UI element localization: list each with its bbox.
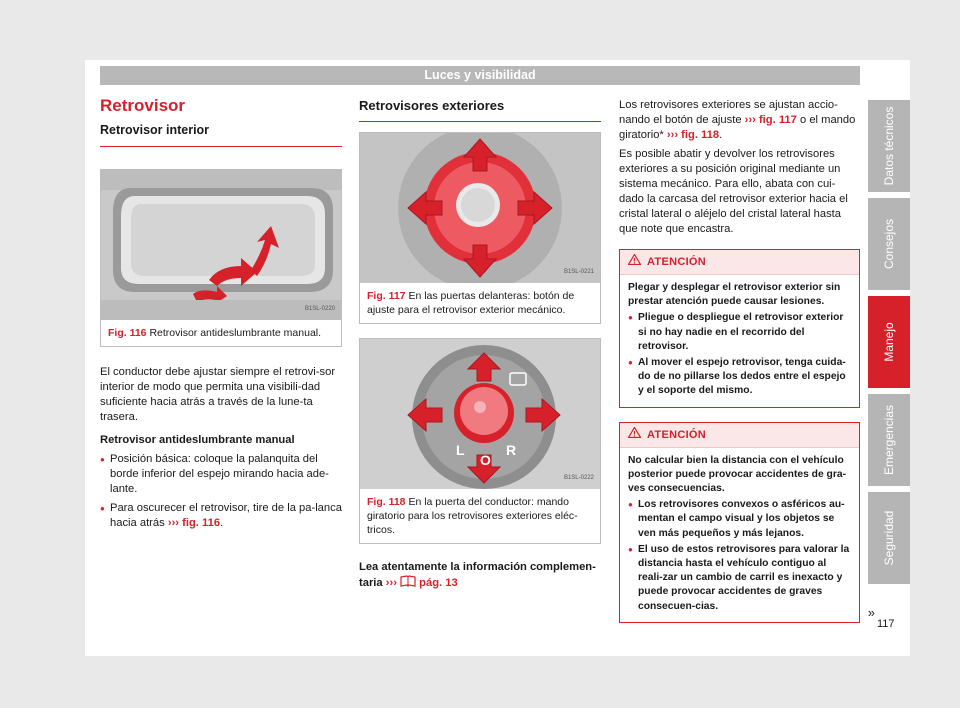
figure-116-image <box>101 170 341 320</box>
tab-label: Datos técnicos <box>882 106 896 186</box>
cross-ref-link[interactable]: fig. 116 <box>182 517 221 529</box>
bullet-item <box>100 501 342 531</box>
warning-bullet: ● Pliegue o despliegue el retrovisor exterior si no hay nadie en el recorrido del retrovisor. <box>628 311 851 354</box>
tab-emergencias[interactable] <box>868 394 910 486</box>
figure-118-image <box>360 339 600 489</box>
subsection-title: Retrovisores exteriores <box>359 98 601 122</box>
tab-consejos[interactable] <box>868 198 910 290</box>
chapter-header: Luces y visibilidad <box>100 66 860 85</box>
cross-ref-arrows: ››› <box>385 577 397 589</box>
dial-label-center: O <box>480 452 491 468</box>
note-text: Lea atentamente la información complemen-taria <box>359 561 596 589</box>
warning-box <box>619 422 875 623</box>
figure-118 <box>359 338 601 544</box>
warning-triangle-icon <box>628 427 641 443</box>
continue-marker: » <box>867 604 875 620</box>
page-number: 117 <box>877 618 895 630</box>
warning-bullet: ● Los retrovisores convexos o asféricos au-mentan el campo visual y los objetos se ven más pequeños y más lejanos. <box>628 498 851 541</box>
figure-caption-text: En la puerta del conductor: mando giratorio para los retrovisores exteriores eléc-tricos. <box>367 496 578 536</box>
tab-datos-tecnicos[interactable] <box>868 100 910 192</box>
figure-code: B1SL-0221 <box>563 269 594 275</box>
figure-caption <box>360 489 600 543</box>
subheading: Retrovisor antideslumbrante manual <box>100 434 295 446</box>
figure-code: B1SL-0222 <box>563 475 594 481</box>
column-left <box>100 98 342 531</box>
bullet-text-end: . <box>220 517 224 529</box>
warning-bullet: ● El uso de estos retrovisores para valorar la distancia hasta el vehículo contiguo al reali-zar un cambio de carril es inexacto y puede provocar accidentes de graves consecuen-cias. <box>628 543 851 614</box>
tab-manejo[interactable] <box>868 296 910 388</box>
tab-label: Consejos <box>882 218 896 270</box>
warning-box <box>619 249 860 408</box>
warning-intro: No calcular bien la distancia con el vehículo posterior puede provocar accidentes de gra-ves consecuencias. <box>628 454 847 495</box>
paragraph-text-end: . <box>719 129 723 141</box>
tab-label: Manejo <box>882 322 896 362</box>
subsection-title: Retrovisor interior <box>100 123 342 147</box>
tab-label: Seguridad <box>882 510 896 566</box>
warning-body <box>620 448 859 622</box>
mirror-rotary-knob-illustration <box>360 339 600 489</box>
figure-code: B1SL-0220 <box>304 306 335 312</box>
cross-ref-link[interactable]: ››› fig. 117 <box>744 114 797 126</box>
note-paragraph <box>359 560 601 591</box>
figure-caption <box>101 320 341 346</box>
dial-label-left: L <box>456 442 465 458</box>
figure-117 <box>359 132 601 324</box>
warning-triangle-icon <box>628 254 641 270</box>
tab-label: Emergencias <box>882 404 896 476</box>
book-icon <box>400 575 416 587</box>
rearview-mirror-illustration <box>101 170 341 320</box>
figure-116 <box>100 169 342 347</box>
tab-seguridad[interactable] <box>868 492 910 584</box>
mirror-adjust-button-illustration <box>360 133 600 283</box>
cross-ref-link[interactable]: ››› fig. 118 <box>666 129 720 141</box>
note-page-link[interactable]: pág. 13 <box>416 577 458 589</box>
bullet-text: Para oscurecer el retrovisor, tire de la pa-lanca hacia atrás <box>110 502 342 529</box>
paragraph-text: o el mando giratorio* <box>619 114 856 141</box>
paragraph-text: Los retrovisores exteriores se ajustan accio-nando el botón de ajuste <box>619 99 838 126</box>
warning-header <box>620 423 859 448</box>
figure-caption-text: En las puertas delanteras: botón de ajuste para el retrovisor exterior mecánico. <box>367 290 575 316</box>
figure-caption-text: Retrovisor antideslumbrante manual. <box>149 327 322 339</box>
column-right <box>619 98 875 623</box>
warning-bullet: ● Al mover el espejo retrovisor, tenga cuida-do de no pillarse los dedos entre el espejo y el soporte del mismo. <box>628 356 851 399</box>
warning-intro: Plegar y desplegar el retrovisor exterior sin prestar atención puede causar lesiones. <box>628 282 841 308</box>
paragraph: Es posible abatir y devolver los retrovisores exteriores a su posición original mediante un sistema mecánico. Para ello, abata con cui-dado la carcasa del retrovisor exterior hacia el cristal lateral o aléjelo del cristal lateral hasta que note que encastra. <box>619 148 848 235</box>
warning-title: ATENCIÓN <box>647 428 707 441</box>
section-title: Retrovisor <box>100 96 186 115</box>
figure-caption <box>360 283 600 323</box>
figure-number: Fig. 118 <box>367 496 406 508</box>
bullet-item: ● Posición básica: coloque la palanquita del borde inferior del espejo mirando hacia ade-lante. <box>100 452 342 497</box>
column-middle <box>359 98 601 591</box>
paragraph <box>619 98 860 143</box>
warning-body <box>620 275 859 407</box>
paragraph: El conductor debe ajustar siempre el retrovi-sor interior de modo que permita una visibili-dad suficiente hacia atrás a través de la lune-ta trasera. <box>100 366 336 423</box>
cross-ref-arrows: ››› <box>167 517 180 529</box>
chapter-tabs <box>868 100 910 590</box>
warning-header <box>620 250 859 275</box>
figure-number: Fig. 117 <box>367 290 406 302</box>
figure-117-image <box>360 133 600 283</box>
dial-label-right: R <box>506 442 517 458</box>
figure-number: Fig. 116 <box>108 327 147 339</box>
warning-title: ATENCIÓN <box>647 256 707 268</box>
